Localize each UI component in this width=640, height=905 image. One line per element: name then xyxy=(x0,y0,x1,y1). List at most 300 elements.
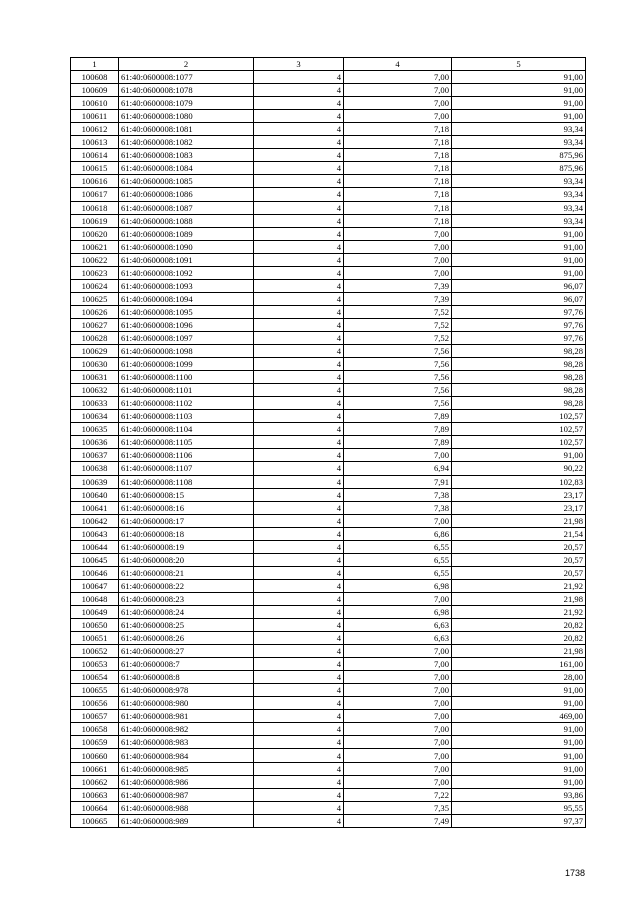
column-4-cell: 6,63 xyxy=(344,619,452,632)
column-5-cell: 91,00 xyxy=(452,97,586,110)
cadastral-number-cell: 61:40:0600008:25 xyxy=(119,619,254,632)
row-number-cell: 100609 xyxy=(71,84,119,97)
column-4-cell: 7,56 xyxy=(344,358,452,371)
column-3-cell: 4 xyxy=(254,762,344,775)
column-5-cell: 21,98 xyxy=(452,514,586,527)
column-3-cell: 4 xyxy=(254,592,344,605)
column-5-cell: 20,82 xyxy=(452,619,586,632)
cadastral-number-cell: 61:40:0600008:1098 xyxy=(119,345,254,358)
table-row xyxy=(71,201,586,214)
column-4-cell: 7,39 xyxy=(344,279,452,292)
column-3-cell: 4 xyxy=(254,279,344,292)
column-3-cell: 4 xyxy=(254,658,344,671)
column-4-cell: 6,86 xyxy=(344,527,452,540)
column-3-cell: 4 xyxy=(254,645,344,658)
row-number-cell: 100650 xyxy=(71,619,119,632)
column-5-cell: 98,28 xyxy=(452,358,586,371)
table-row xyxy=(71,697,586,710)
table-row xyxy=(71,475,586,488)
column-3-cell: 4 xyxy=(254,305,344,318)
column-4-cell: 7,00 xyxy=(344,723,452,736)
row-number-cell: 100656 xyxy=(71,697,119,710)
column-5-cell: 875,96 xyxy=(452,149,586,162)
cadastral-number-cell: 61:40:0600008:7 xyxy=(119,658,254,671)
column-4-cell: 7,00 xyxy=(344,240,452,253)
cadastral-number-cell: 61:40:0600008:1080 xyxy=(119,110,254,123)
column-3-cell: 4 xyxy=(254,175,344,188)
table-row xyxy=(71,318,586,331)
cadastral-number-cell: 61:40:0600008:1083 xyxy=(119,149,254,162)
cadastral-number-cell: 61:40:0600008:1101 xyxy=(119,384,254,397)
table-row xyxy=(71,397,586,410)
cadastral-number-cell: 61:40:0600008:1088 xyxy=(119,214,254,227)
table-row xyxy=(71,71,586,84)
row-number-cell: 100611 xyxy=(71,110,119,123)
table-row xyxy=(71,305,586,318)
column-3-cell: 4 xyxy=(254,736,344,749)
table-row xyxy=(71,136,586,149)
row-number-cell: 100651 xyxy=(71,632,119,645)
row-number-cell: 100640 xyxy=(71,488,119,501)
table-row xyxy=(71,514,586,527)
document-sheet xyxy=(70,57,585,828)
column-5-cell: 20,57 xyxy=(452,540,586,553)
cadastral-number-cell: 61:40:0600008:1097 xyxy=(119,331,254,344)
column-5-cell: 91,00 xyxy=(452,697,586,710)
cadastral-number-cell: 61:40:0600008:1082 xyxy=(119,136,254,149)
column-3-cell: 4 xyxy=(254,605,344,618)
table-row xyxy=(71,645,586,658)
table-row xyxy=(71,266,586,279)
row-number-cell: 100616 xyxy=(71,175,119,188)
table-row xyxy=(71,710,586,723)
cadastral-number-cell: 61:40:0600008:18 xyxy=(119,527,254,540)
column-5-cell: 93,86 xyxy=(452,788,586,801)
table-row xyxy=(71,214,586,227)
column-5-cell: 91,00 xyxy=(452,110,586,123)
column-4-cell: 7,18 xyxy=(344,162,452,175)
column-4-cell: 7,00 xyxy=(344,762,452,775)
cadastral-number-cell: 61:40:0600008:1084 xyxy=(119,162,254,175)
table-row xyxy=(71,84,586,97)
column-3-cell: 4 xyxy=(254,475,344,488)
cadastral-number-cell: 61:40:0600008:27 xyxy=(119,645,254,658)
column-4-cell: 7,18 xyxy=(344,175,452,188)
row-number-cell: 100663 xyxy=(71,788,119,801)
column-5-cell: 97,37 xyxy=(452,814,586,827)
column-4-cell: 7,18 xyxy=(344,214,452,227)
column-3-cell: 4 xyxy=(254,449,344,462)
column-4-cell: 7,38 xyxy=(344,501,452,514)
row-number-cell: 100637 xyxy=(71,449,119,462)
column-header-5: 5 xyxy=(452,58,586,71)
column-5-cell: 102,57 xyxy=(452,423,586,436)
column-5-cell: 91,00 xyxy=(452,240,586,253)
table-row xyxy=(71,358,586,371)
cadastral-number-cell: 61:40:0600008:1092 xyxy=(119,266,254,279)
column-4-cell: 7,00 xyxy=(344,697,452,710)
column-5-cell: 91,00 xyxy=(452,253,586,266)
column-5-cell: 93,34 xyxy=(452,214,586,227)
column-4-cell: 7,18 xyxy=(344,149,452,162)
cadastral-number-cell: 61:40:0600008:1081 xyxy=(119,123,254,136)
cadastral-number-cell: 61:40:0600008:982 xyxy=(119,723,254,736)
column-4-cell: 7,52 xyxy=(344,305,452,318)
cadastral-number-cell: 61:40:0600008:1104 xyxy=(119,423,254,436)
row-number-cell: 100652 xyxy=(71,645,119,658)
table-row xyxy=(71,540,586,553)
column-3-cell: 4 xyxy=(254,540,344,553)
column-3-cell: 4 xyxy=(254,684,344,697)
row-number-cell: 100641 xyxy=(71,501,119,514)
column-3-cell: 4 xyxy=(254,723,344,736)
row-number-cell: 100621 xyxy=(71,240,119,253)
column-4-cell: 6,98 xyxy=(344,605,452,618)
column-5-cell: 98,28 xyxy=(452,397,586,410)
column-3-cell: 4 xyxy=(254,619,344,632)
column-4-cell: 7,89 xyxy=(344,410,452,423)
row-number-cell: 100623 xyxy=(71,266,119,279)
table-row xyxy=(71,553,586,566)
column-3-cell: 4 xyxy=(254,240,344,253)
column-4-cell: 7,49 xyxy=(344,814,452,827)
row-number-cell: 100655 xyxy=(71,684,119,697)
column-3-cell: 4 xyxy=(254,423,344,436)
column-3-cell: 4 xyxy=(254,253,344,266)
cadastral-number-cell: 61:40:0600008:21 xyxy=(119,566,254,579)
cadastral-number-cell: 61:40:0600008:981 xyxy=(119,710,254,723)
column-4-cell: 7,22 xyxy=(344,788,452,801)
column-3-cell: 4 xyxy=(254,553,344,566)
column-5-cell: 97,76 xyxy=(452,305,586,318)
cadastral-number-cell: 61:40:0600008:1089 xyxy=(119,227,254,240)
cadastral-number-cell: 61:40:0600008:20 xyxy=(119,553,254,566)
column-4-cell: 7,00 xyxy=(344,736,452,749)
column-5-cell: 93,34 xyxy=(452,123,586,136)
column-5-cell: 93,34 xyxy=(452,175,586,188)
column-5-cell: 91,00 xyxy=(452,736,586,749)
column-3-cell: 4 xyxy=(254,710,344,723)
table-header-row xyxy=(71,58,586,71)
row-number-cell: 100661 xyxy=(71,762,119,775)
column-3-cell: 4 xyxy=(254,566,344,579)
column-4-cell: 7,89 xyxy=(344,423,452,436)
column-3-cell: 4 xyxy=(254,162,344,175)
page-number: 1738 xyxy=(564,868,585,878)
column-4-cell: 7,00 xyxy=(344,658,452,671)
table-row xyxy=(71,371,586,384)
column-5-cell: 28,00 xyxy=(452,671,586,684)
column-5-cell: 161,00 xyxy=(452,658,586,671)
cadastral-number-cell: 61:40:0600008:1085 xyxy=(119,175,254,188)
row-number-cell: 100647 xyxy=(71,579,119,592)
table-row xyxy=(71,384,586,397)
column-3-cell: 4 xyxy=(254,136,344,149)
table-row xyxy=(71,632,586,645)
table-row xyxy=(71,619,586,632)
cadastral-number-cell: 61:40:0600008:1095 xyxy=(119,305,254,318)
column-3-cell: 4 xyxy=(254,397,344,410)
table-row xyxy=(71,123,586,136)
cadastral-number-cell: 61:40:0600008:1077 xyxy=(119,71,254,84)
column-4-cell: 6,63 xyxy=(344,632,452,645)
column-3-cell: 4 xyxy=(254,436,344,449)
column-3-cell: 4 xyxy=(254,671,344,684)
column-5-cell: 21,92 xyxy=(452,605,586,618)
cadastral-number-cell: 61:40:0600008:17 xyxy=(119,514,254,527)
row-number-cell: 100615 xyxy=(71,162,119,175)
column-5-cell: 102,57 xyxy=(452,436,586,449)
cadastral-number-cell: 61:40:0600008:15 xyxy=(119,488,254,501)
row-number-cell: 100638 xyxy=(71,462,119,475)
row-number-cell: 100660 xyxy=(71,749,119,762)
table-row xyxy=(71,488,586,501)
row-number-cell: 100659 xyxy=(71,736,119,749)
table-row xyxy=(71,671,586,684)
table-row xyxy=(71,331,586,344)
row-number-cell: 100618 xyxy=(71,201,119,214)
row-number-cell: 100632 xyxy=(71,384,119,397)
column-4-cell: 7,00 xyxy=(344,671,452,684)
row-number-cell: 100620 xyxy=(71,227,119,240)
column-5-cell: 93,34 xyxy=(452,201,586,214)
row-number-cell: 100631 xyxy=(71,371,119,384)
cadastral-number-cell: 61:40:0600008:1090 xyxy=(119,240,254,253)
column-4-cell: 6,55 xyxy=(344,553,452,566)
column-4-cell: 7,91 xyxy=(344,475,452,488)
cadastral-number-cell: 61:40:0600008:985 xyxy=(119,762,254,775)
row-number-cell: 100635 xyxy=(71,423,119,436)
table-row xyxy=(71,592,586,605)
row-number-cell: 100622 xyxy=(71,253,119,266)
column-4-cell: 7,56 xyxy=(344,384,452,397)
column-5-cell: 98,28 xyxy=(452,384,586,397)
column-3-cell: 4 xyxy=(254,697,344,710)
cadastral-number-cell: 61:40:0600008:1108 xyxy=(119,475,254,488)
table-row xyxy=(71,97,586,110)
cadastral-number-cell: 61:40:0600008:1094 xyxy=(119,292,254,305)
table-row xyxy=(71,110,586,123)
cadastral-number-cell: 61:40:0600008:22 xyxy=(119,579,254,592)
column-4-cell: 7,18 xyxy=(344,136,452,149)
column-3-cell: 4 xyxy=(254,345,344,358)
column-4-cell: 7,00 xyxy=(344,645,452,658)
column-3-cell: 4 xyxy=(254,775,344,788)
column-5-cell: 96,07 xyxy=(452,279,586,292)
column-3-cell: 4 xyxy=(254,527,344,540)
table-row xyxy=(71,436,586,449)
row-number-cell: 100617 xyxy=(71,188,119,201)
column-3-cell: 4 xyxy=(254,201,344,214)
cadastral-number-cell: 61:40:0600008:983 xyxy=(119,736,254,749)
table-row xyxy=(71,579,586,592)
table-row xyxy=(71,227,586,240)
column-3-cell: 4 xyxy=(254,410,344,423)
column-5-cell: 21,98 xyxy=(452,645,586,658)
cadastral-number-cell: 61:40:0600008:987 xyxy=(119,788,254,801)
table-row xyxy=(71,566,586,579)
column-5-cell: 91,00 xyxy=(452,775,586,788)
row-number-cell: 100649 xyxy=(71,605,119,618)
table-row xyxy=(71,175,586,188)
column-5-cell: 91,00 xyxy=(452,762,586,775)
column-4-cell: 7,00 xyxy=(344,684,452,697)
column-5-cell: 96,07 xyxy=(452,292,586,305)
row-number-cell: 100664 xyxy=(71,801,119,814)
column-4-cell: 6,94 xyxy=(344,462,452,475)
column-4-cell: 7,00 xyxy=(344,110,452,123)
column-3-cell: 4 xyxy=(254,188,344,201)
column-5-cell: 102,57 xyxy=(452,410,586,423)
column-5-cell: 93,34 xyxy=(452,136,586,149)
cadastral-number-cell: 61:40:0600008:1100 xyxy=(119,371,254,384)
column-5-cell: 98,28 xyxy=(452,345,586,358)
row-number-cell: 100636 xyxy=(71,436,119,449)
column-4-cell: 7,38 xyxy=(344,488,452,501)
cadastral-number-cell: 61:40:0600008:1091 xyxy=(119,253,254,266)
table-row xyxy=(71,762,586,775)
column-header-1: 1 xyxy=(71,58,119,71)
row-number-cell: 100630 xyxy=(71,358,119,371)
column-5-cell: 469,00 xyxy=(452,710,586,723)
cadastral-number-cell: 61:40:0600008:1087 xyxy=(119,201,254,214)
cadastral-number-cell: 61:40:0600008:1102 xyxy=(119,397,254,410)
cadastral-number-cell: 61:40:0600008:1093 xyxy=(119,279,254,292)
column-3-cell: 4 xyxy=(254,331,344,344)
column-3-cell: 4 xyxy=(254,749,344,762)
row-number-cell: 100642 xyxy=(71,514,119,527)
row-number-cell: 100634 xyxy=(71,410,119,423)
column-4-cell: 6,98 xyxy=(344,579,452,592)
column-3-cell: 4 xyxy=(254,318,344,331)
cadastral-number-cell: 61:40:0600008:1099 xyxy=(119,358,254,371)
cadastral-number-cell: 61:40:0600008:978 xyxy=(119,684,254,697)
table-row xyxy=(71,345,586,358)
cadastral-number-cell: 61:40:0600008:1079 xyxy=(119,97,254,110)
cadastral-number-cell: 61:40:0600008:16 xyxy=(119,501,254,514)
column-4-cell: 7,00 xyxy=(344,514,452,527)
column-4-cell: 7,00 xyxy=(344,97,452,110)
column-3-cell: 4 xyxy=(254,501,344,514)
column-5-cell: 97,76 xyxy=(452,331,586,344)
column-4-cell: 6,55 xyxy=(344,540,452,553)
cadastral-number-cell: 61:40:0600008:984 xyxy=(119,749,254,762)
column-4-cell: 7,00 xyxy=(344,749,452,762)
row-number-cell: 100629 xyxy=(71,345,119,358)
column-4-cell: 7,00 xyxy=(344,227,452,240)
column-3-cell: 4 xyxy=(254,123,344,136)
table-row xyxy=(71,501,586,514)
column-3-cell: 4 xyxy=(254,292,344,305)
cadastral-number-cell: 61:40:0600008:980 xyxy=(119,697,254,710)
column-3-cell: 4 xyxy=(254,801,344,814)
column-3-cell: 4 xyxy=(254,462,344,475)
column-5-cell: 102,83 xyxy=(452,475,586,488)
column-3-cell: 4 xyxy=(254,97,344,110)
column-4-cell: 7,00 xyxy=(344,84,452,97)
column-header-3: 3 xyxy=(254,58,344,71)
table-row xyxy=(71,149,586,162)
column-5-cell: 93,34 xyxy=(452,188,586,201)
column-5-cell: 91,00 xyxy=(452,227,586,240)
column-3-cell: 4 xyxy=(254,266,344,279)
column-3-cell: 4 xyxy=(254,514,344,527)
column-5-cell: 21,54 xyxy=(452,527,586,540)
cadastral-number-cell: 61:40:0600008:986 xyxy=(119,775,254,788)
table-row xyxy=(71,736,586,749)
column-4-cell: 7,00 xyxy=(344,71,452,84)
data-table xyxy=(70,57,586,828)
table-row xyxy=(71,723,586,736)
row-number-cell: 100608 xyxy=(71,71,119,84)
row-number-cell: 100619 xyxy=(71,214,119,227)
column-4-cell: 7,00 xyxy=(344,449,452,462)
column-5-cell: 98,28 xyxy=(452,371,586,384)
row-number-cell: 100626 xyxy=(71,305,119,318)
column-3-cell: 4 xyxy=(254,227,344,240)
column-4-cell: 7,35 xyxy=(344,801,452,814)
table-row xyxy=(71,527,586,540)
column-5-cell: 97,76 xyxy=(452,318,586,331)
cadastral-number-cell: 61:40:0600008:19 xyxy=(119,540,254,553)
column-4-cell: 7,00 xyxy=(344,710,452,723)
column-5-cell: 21,98 xyxy=(452,592,586,605)
column-5-cell: 875,96 xyxy=(452,162,586,175)
row-number-cell: 100648 xyxy=(71,592,119,605)
column-3-cell: 4 xyxy=(254,814,344,827)
column-4-cell: 7,39 xyxy=(344,292,452,305)
row-number-cell: 100625 xyxy=(71,292,119,305)
column-5-cell: 20,57 xyxy=(452,553,586,566)
row-number-cell: 100613 xyxy=(71,136,119,149)
row-number-cell: 100657 xyxy=(71,710,119,723)
table-row xyxy=(71,240,586,253)
column-4-cell: 7,18 xyxy=(344,188,452,201)
row-number-cell: 100624 xyxy=(71,279,119,292)
column-4-cell: 7,52 xyxy=(344,331,452,344)
table-row xyxy=(71,749,586,762)
column-4-cell: 7,56 xyxy=(344,397,452,410)
cadastral-number-cell: 61:40:0600008:8 xyxy=(119,671,254,684)
column-header-4: 4 xyxy=(344,58,452,71)
column-4-cell: 7,00 xyxy=(344,266,452,279)
row-number-cell: 100653 xyxy=(71,658,119,671)
column-4-cell: 7,56 xyxy=(344,371,452,384)
column-3-cell: 4 xyxy=(254,488,344,501)
column-5-cell: 23,17 xyxy=(452,501,586,514)
table-row xyxy=(71,775,586,788)
row-number-cell: 100646 xyxy=(71,566,119,579)
cadastral-number-cell: 61:40:0600008:1078 xyxy=(119,84,254,97)
column-4-cell: 7,18 xyxy=(344,123,452,136)
column-4-cell: 7,00 xyxy=(344,775,452,788)
cadastral-number-cell: 61:40:0600008:1103 xyxy=(119,410,254,423)
row-number-cell: 100639 xyxy=(71,475,119,488)
column-5-cell: 91,00 xyxy=(452,449,586,462)
column-3-cell: 4 xyxy=(254,84,344,97)
table-row xyxy=(71,801,586,814)
column-5-cell: 90,22 xyxy=(452,462,586,475)
table-row xyxy=(71,449,586,462)
table-row xyxy=(71,462,586,475)
column-4-cell: 6,55 xyxy=(344,566,452,579)
table-row xyxy=(71,253,586,266)
table-row xyxy=(71,188,586,201)
cadastral-number-cell: 61:40:0600008:1107 xyxy=(119,462,254,475)
column-3-cell: 4 xyxy=(254,358,344,371)
cadastral-number-cell: 61:40:0600008:1096 xyxy=(119,318,254,331)
column-4-cell: 7,56 xyxy=(344,345,452,358)
